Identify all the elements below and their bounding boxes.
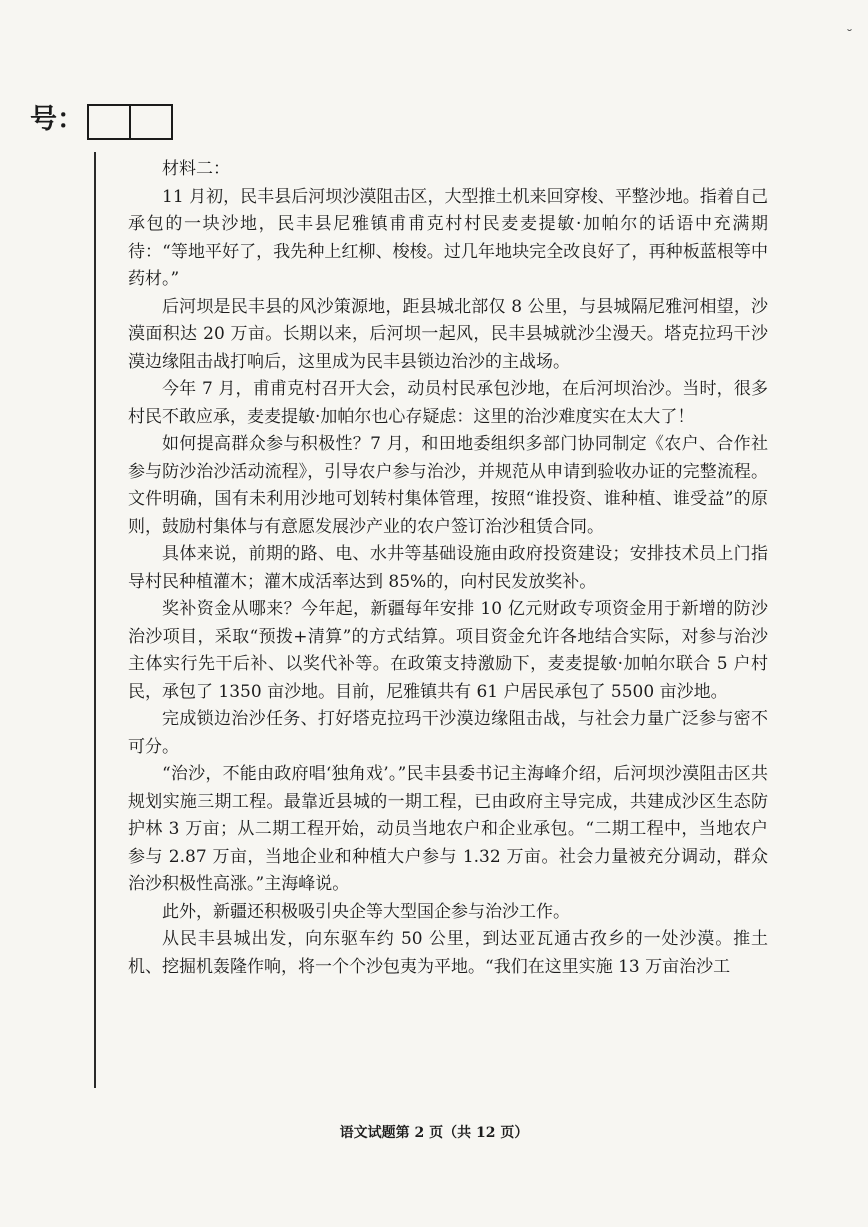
- material-paragraph: “治沙，不能由政府唱‘独角戏’。”民丰县委书记主海峰介绍，后河坝沙漠阻击区共规划实施三期工程。最靠近县城的一期工程，已由政府主导完成，共建成沙区生态防护林 3 万亩；从二期工程开始，动员当地农户和企业承包。“二期工程中，当地农户参与 2.87 万亩，当地企业和种植大户参与 1.32 万亩。社会力量被充分调动，群众治沙积极性高涨。”主海峰说。: [128, 764, 768, 894]
- scan-mark: ˘: [846, 28, 853, 44]
- material-paragraph: 如何提高群众参与积极性？7 月，和田地委组织多部门协同制定《农户、合作社参与防沙治沙活动流程》，引导农户参与治沙，并规范从申请到验收办证的完整流程。文件明确，国有未利用沙地可划转村集体管理，按照“谁投资、谁种植、谁受益”的原则，鼓励村集体与有意愿发展沙产业的农户签订治沙租赁合同。: [128, 434, 768, 537]
- material-heading: 材料二：: [162, 159, 230, 179]
- material-paragraph: 奖补资金从哪来？今年起，新疆每年安排 10 亿元财政专项资金用于新增的防沙治沙项目，采取“预拨+清算”的方式结算。项目资金允许各地结合实际，对参与治沙主体实行先干后补、以奖代补等。在政策支持激励下，麦麦提敏·加帕尔联合 5 户村民，承包了 1350 亩沙地。目前，尼雅镇共有 61 户居民承包了 5500 亩沙地。: [128, 599, 768, 702]
- exam-id-box[interactable]: [129, 106, 171, 138]
- material-paragraph: 11 月初，民丰县后河坝沙漠阻击区，大型推土机来回穿梭、平整沙地。指着自己承包的一块沙地，民丰县尼雅镇甫甫克村村民麦麦提敏·加帕尔的话语中充满期待：“等地平好了，我先种上红柳、梭梭。过几年地块完全改良好了，再种板蓝根等中药材。”: [128, 186, 768, 289]
- material-paragraph: 后河坝是民丰县的风沙策源地，距县城北部仅 8 公里，与县城隔尼雅河相望，沙漠面积达 20 万亩。长期以来，后河坝一起风，民丰县城就沙尘漫天。塔克拉玛干沙漠边缘阻击战打响后，这里成为民丰县锁边治沙的主战场。: [128, 296, 768, 372]
- exam-id-label: 号：: [30, 104, 84, 135]
- material-paragraph: 具体来说，前期的路、电、水井等基础设施由政府投资建设；安排技术员上门指导村民种植灌木；灌木成活率达到 85%的，向村民发放奖补。: [128, 544, 768, 592]
- page-footer: 语文试题第 2 页（共 12 页）: [339, 1125, 529, 1141]
- exam-id-box[interactable]: [89, 106, 129, 138]
- material-body: [128, 156, 768, 981]
- material-paragraph: 从民丰县城出发，向东驱车约 50 公里，到达亚瓦通古孜乡的一处沙漠。推土机、挖掘机轰隆作响，将一个个沙包夷为平地。“我们在这里实施 13 万亩治沙工: [128, 929, 768, 977]
- binding-margin-line: [94, 152, 96, 1088]
- material-paragraph: 完成锁边治沙任务、打好塔克拉玛干沙漠边缘阻击战，与社会力量广泛参与密不可分。: [128, 709, 768, 757]
- material-paragraph: 今年 7 月，甫甫克村召开大会，动员村民承包沙地，在后河坝治沙。当时，很多村民不敢应承，麦麦提敏·加帕尔也心存疑虑：这里的治沙难度实在太大了！: [128, 379, 768, 427]
- material-paragraph: 此外，新疆还积极吸引央企等大型国企参与治沙工作。: [162, 901, 570, 922]
- exam-id-boxes[interactable]: [87, 104, 173, 140]
